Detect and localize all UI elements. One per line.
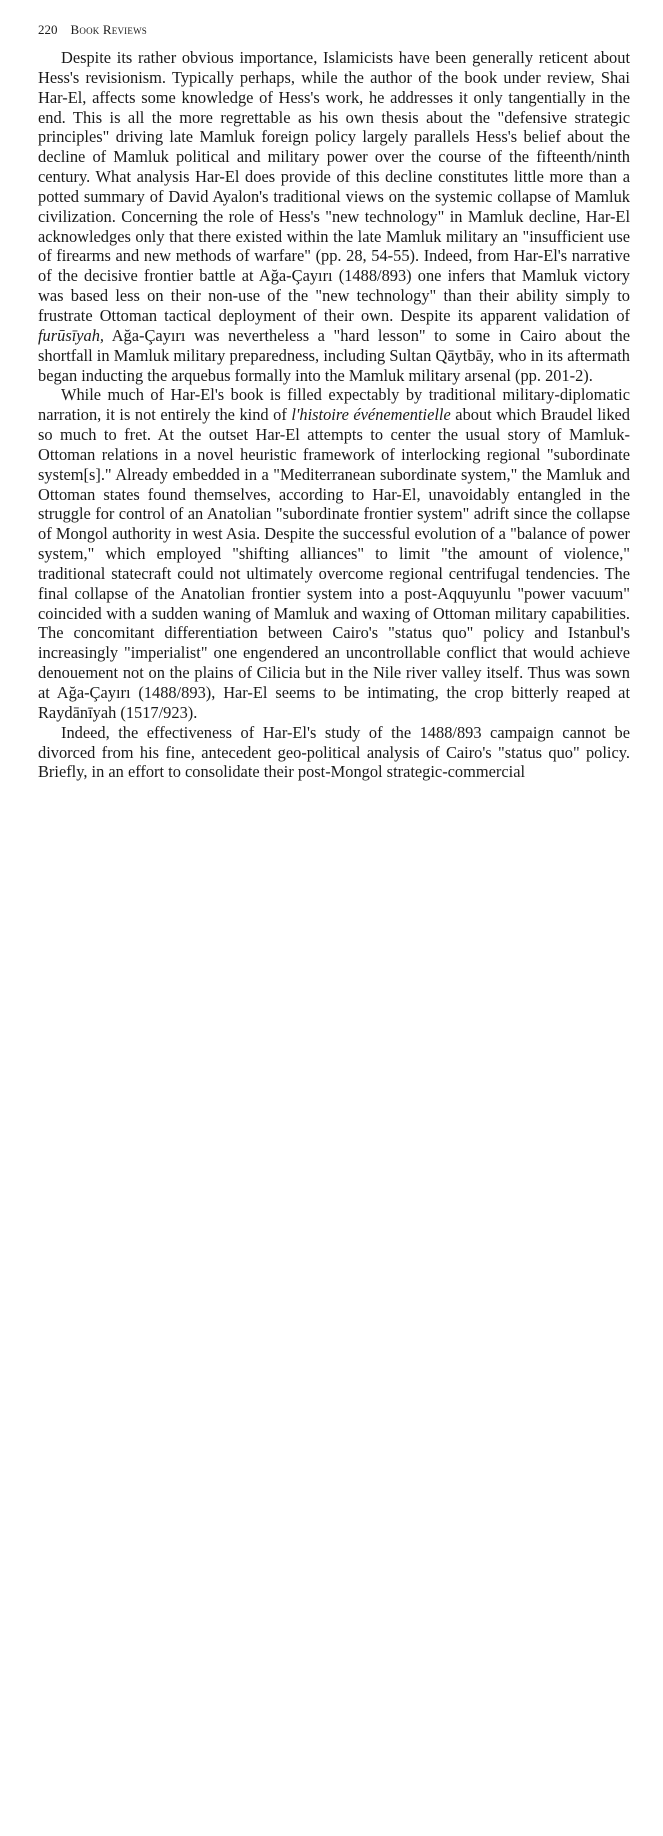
paragraph-text: Indeed, the effectiveness of Har-El's study of the 1488/893 campaign cannot be divorced from his fine, antecedent geo-political analysis of Cairo's "status quo" policy. Briefly, in an effort to consolidate their post-Mongol strategic-commercial — [38, 722, 630, 782]
article-body — [38, 48, 630, 782]
page-number: 220 — [38, 22, 58, 37]
page — [38, 22, 630, 782]
paragraph-2 — [38, 385, 630, 722]
running-head — [38, 22, 630, 38]
paragraph-text: While much of Har-El's book is filled expectably by traditional military-diplomatic narration, it is not entirely the kind of — [38, 385, 630, 425]
paragraph-text: about which Braudel liked so much to fret. At the outset Har-El attempts to center the usual story of Mamluk-Ottoman relations in a novel heuristic framework of interlocking regional "subordinate system[s]." Already embedded in a "Mediterranean subordinate system," the Mamluk and Ottoman states found themselves, according to Har-El, unavoidably entangled in the struggle for control of an Anatolian "subordinate frontier system" adrift since the collapse of Mongol authority in west Asia. Despite the successful evolution of a "balance of power system," which employed "shifting alliances" to limit "the amount of violence," traditional statecraft could not ultimately overcome regional centrifugal tendencies. The final collapse of the Anatolian frontier system into a post-Aqquyunlu "power vacuum" coincided with a sudden waning of Mamluk and waxing of Ottoman military capabilities. The concomitant differentiation between Cairo's "status quo" policy and Istanbul's increasingly "imperialist" one engendered an uncontrollable conflict that would achieve denouement not on the plains of Cilicia but in the Nile river valley itself. Thus was sown at Ağa-Çayırı (1488/893), Har-El seems to be intimating, the crop bitterly reaped at Raydānīyah (1517/923). — [38, 405, 630, 722]
italic-term-histoire: l'histoire événementielle — [291, 405, 451, 425]
italic-term-furusiyah: furūsīyah, — [38, 325, 105, 345]
paragraph-3 — [38, 723, 630, 783]
paragraph-text: Despite its rather obvious importance, Islamicists have been generally reticent about Hess's revisionism. Typically perhaps, while the author of the book under review, Shai Har-El, affects some knowledge of Hess's work, he addresses it only tangentially in the end. This is all the more regrettable as his own thesis about the "defensive strategic principles" driving late Mamluk foreign policy largely parallels Hess's belief about the decline of Mamluk political and military power over the course of the fifteenth/ninth century. What analysis Har-El does provide of this decline constitutes little more than a potted summary of David Ayalon's traditional views on the systemic collapse of Mamluk civilization. Concerning the role of Hess's "new technology" in Mamluk decline, Har-El acknowledges only that there existed within the late Mamluk military an "insufficient use of firearms and new methods of warfare" (pp. 28, 54-55). Indeed, from Har-El's narrative of the decisive frontier battle at Ağa-Çayırı (1488/893) one infers that Mamluk victory was based less on their non-use of the "new technology" than their ability simply to frustrate Ottoman tactical deployment of their own. Despite its apparent validation of — [38, 48, 630, 325]
section-title: Book Reviews — [70, 22, 147, 37]
paragraph-1 — [38, 48, 630, 385]
paragraph-text: Ağa-Çayırı was nevertheless a "hard lesson" to some in Cairo about the shortfall in Mamluk military preparedness, including Sultan Qāytbāy, who in its aftermath began inducting the arquebus formally into the Mamluk military arsenal (pp. 201-2). — [38, 325, 630, 385]
